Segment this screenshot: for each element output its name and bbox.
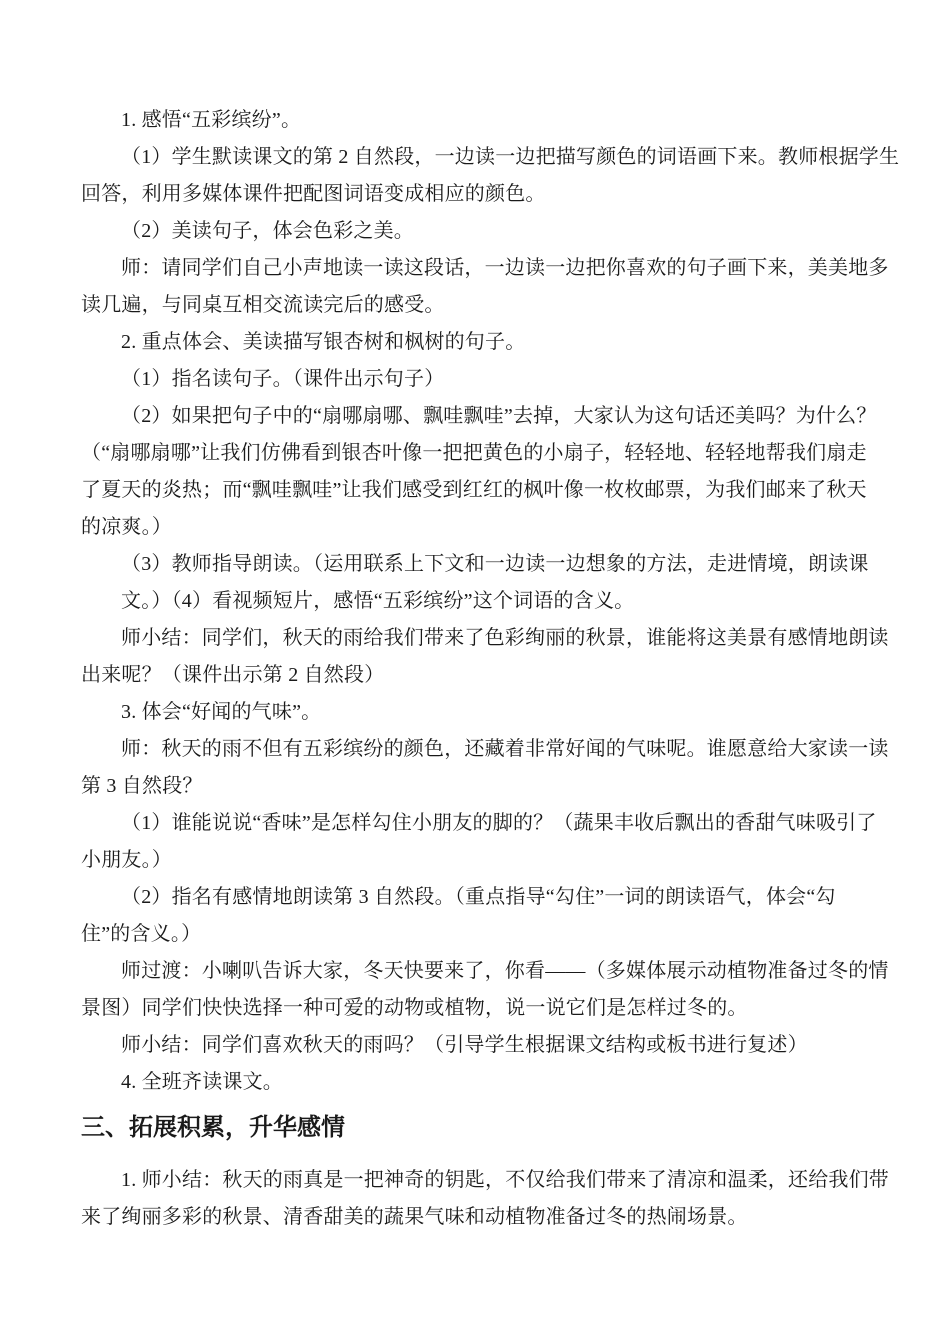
text-line: 师：请同学们自己小声地读一读这段话，一边读一边把你喜欢的句子画下来，美美地多 [121,257,889,279]
text-line: 师过渡：小喇叭告诉大家，冬天快要来了，你看——（多媒体展示动植物准备过冬的情 [121,960,889,982]
text-line: 小朋友。） [81,849,172,871]
text-line: 3. 体会“好闻的气味”。 [121,701,322,723]
text-line: 住”的含义。） [81,923,202,945]
text-line: 的凉爽。） [81,516,172,538]
text-line: （2）如果把句子中的“扇哪扇哪、飘哇飘哇”去掉，大家认为这句话还美吗？为什么？ [121,405,877,427]
text-line: （1）谁能说说“香味”是怎样勾住小朋友的脚的？（蔬果丰收后飘出的香甜气味吸引了 [121,812,877,834]
section-heading: 三、拓展积累，升华感情 [81,1114,345,1141]
text-line: 师小结：同学们喜欢秋天的雨吗？（引导学生根据课文结构或板书进行复述） [121,1034,808,1056]
text-line: （“扇哪扇哪”让我们仿佛看到银杏叶像一把把黄色的小扇子，轻轻地、轻轻地帮我们扇走 [81,442,867,464]
text-line: 出来呢？（课件出示第 2 自然段） [81,664,385,686]
text-line: （1）学生默读课文的第 2 自然段，一边读一边把描写颜色的词语画下来。教师根据学生 [121,146,900,168]
text-line: （2）指名有感情地朗读第 3 自然段。（重点指导“勾住”一词的朗读语气，体会“勾 [121,886,836,908]
text-line: 2. 重点体会、美读描写银杏树和枫树的句子。 [121,331,526,353]
text-line: （3）教师指导朗读。（运用联系上下文和一边读一边想象的方法，走进情境，朗读课 [121,553,869,575]
text-line: （2）美读句子，体会色彩之美。 [121,220,414,242]
text-line: 了夏天的炎热；而“飘哇飘哇”让我们感受到红红的枫叶像一枚枚邮票，为我们邮来了秋天 [81,479,867,501]
text-line: 师小结：同学们，秋天的雨给我们带来了色彩绚丽的秋景，谁能将这美景有感情地朗读 [121,627,889,649]
text-line: 师：秋天的雨不但有五彩缤纷的颜色，还藏着非常好闻的气味呢。谁愿意给大家读一读 [121,738,889,760]
text-line: 文。）（4）看视频短片，感悟“五彩缤纷”这个词语的含义。 [121,590,635,612]
text-line: 1. 感悟“五彩缤纷”。 [121,109,302,131]
text-line: 回答，利用多媒体课件把配图词语变成相应的颜色。 [81,183,546,205]
text-line: 来了绚丽多彩的秋景、清香甜美的蔬果气味和动植物准备过冬的热闹场景。 [81,1206,748,1228]
document-content [81,102,900,1236]
text-line: 第 3 自然段？ [81,775,203,797]
text-line: （1）指名读句子。（课件出示句子） [121,368,445,390]
text-line: 景图）同学们快快选择一种可爱的动物或植物，说一说它们是怎样过冬的。 [81,997,748,1019]
text-line: 1. 师小结：秋天的雨真是一把神奇的钥匙，不仅给我们带来了清凉和温柔，还给我们带 [121,1169,889,1191]
text-line: 读几遍，与同桌互相交流读完后的感受。 [81,294,445,316]
text-line: 4. 全班齐读课文。 [121,1071,283,1093]
